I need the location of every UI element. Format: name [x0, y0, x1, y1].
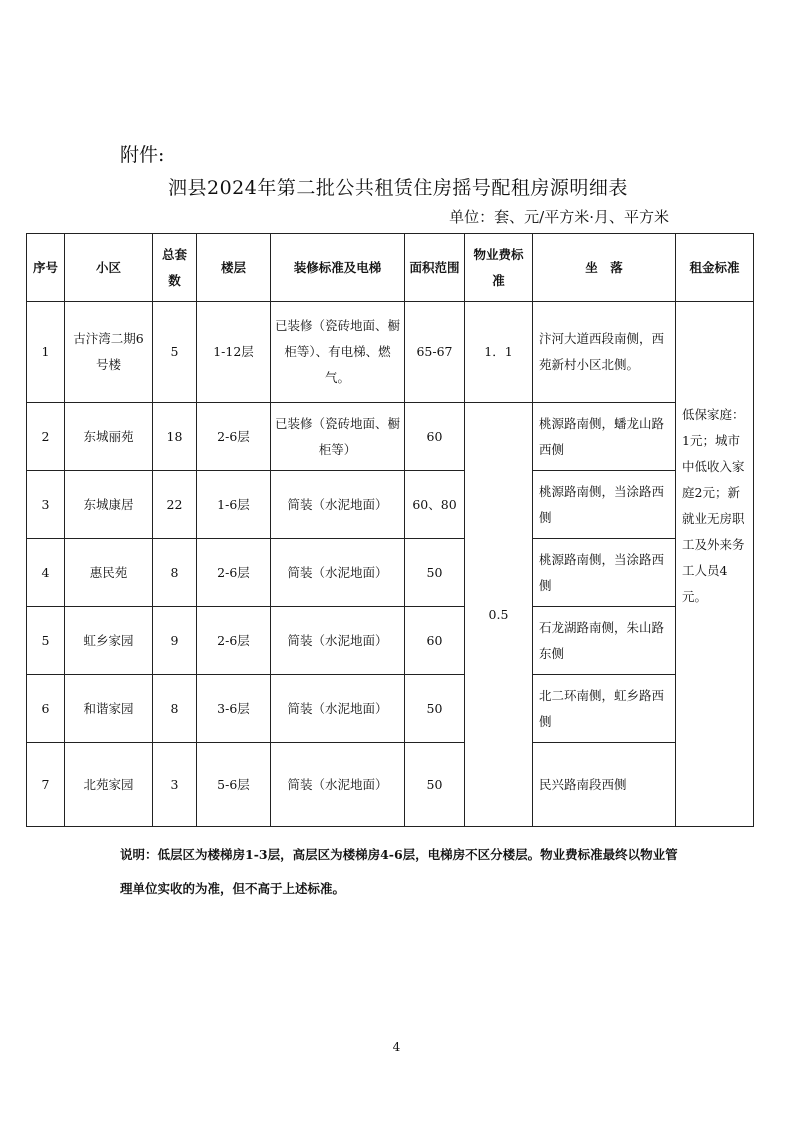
- cell-community: 北苑家园: [65, 743, 153, 827]
- cell-property-fee: 1．1: [465, 302, 533, 403]
- cell-community: 虹乡家园: [65, 607, 153, 675]
- document-title: 泗县2024年第二批公共租赁住房摇号配租房源明细表: [168, 177, 628, 199]
- cell-floors: 1-6层: [197, 471, 271, 539]
- cell-location: 石龙湖路南侧，朱山路东侧: [533, 607, 676, 675]
- cell-community: 东城康居: [65, 471, 153, 539]
- cell-seq: 1: [27, 302, 65, 403]
- cell-property-fee-merged: 0.5: [465, 403, 533, 827]
- cell-decoration: 简装（水泥地面）: [271, 675, 405, 743]
- header-seq: 序号: [27, 234, 65, 302]
- cell-units: 18: [153, 403, 197, 471]
- cell-area: 65-67: [405, 302, 465, 403]
- housing-table: [26, 233, 754, 827]
- cell-location: 桃源路南侧，当涂路西侧: [533, 471, 676, 539]
- cell-units: 22: [153, 471, 197, 539]
- table-note: 说明：低层区为楼梯房1-3层，高层区为楼梯房4-6层，电梯房不区分楼层。物业费标准最终以物业管理单位实收的为准，但不高于上述标准。: [120, 847, 678, 896]
- cell-seq: 4: [27, 539, 65, 607]
- header-row: [27, 234, 754, 302]
- cell-location: 桃源路南侧，当涂路西侧: [533, 539, 676, 607]
- header-community: 小区: [65, 234, 153, 302]
- cell-community: 东城丽苑: [65, 403, 153, 471]
- table-row: [27, 403, 754, 471]
- table-row: [27, 471, 754, 539]
- cell-area: 60: [405, 607, 465, 675]
- table-row: [27, 743, 754, 827]
- cell-location: 桃源路南侧，蟠龙山路西侧: [533, 403, 676, 471]
- cell-floors: 5-6层: [197, 743, 271, 827]
- cell-seq: 7: [27, 743, 65, 827]
- cell-community: 古汴湾二期6号楼: [65, 302, 153, 403]
- cell-seq: 5: [27, 607, 65, 675]
- cell-units: 3: [153, 743, 197, 827]
- cell-community: 惠民苑: [65, 539, 153, 607]
- unit-label: 单位：套、元/平方米·月、平方米: [449, 208, 669, 226]
- cell-area: 50: [405, 675, 465, 743]
- header-total-units: 总套数: [153, 234, 197, 302]
- cell-rent-standard: 低保家庭：1元；城市中低收入家庭2元；新就业无房职工及外来务工人员4元。: [676, 302, 754, 827]
- cell-location: 汴河大道西段南侧，西苑新村小区北侧。: [533, 302, 676, 403]
- cell-community: 和谐家园: [65, 675, 153, 743]
- table-row: [27, 539, 754, 607]
- cell-seq: 2: [27, 403, 65, 471]
- cell-decoration: 已装修（瓷砖地面、橱柜等）、有电梯、燃气。: [271, 302, 405, 403]
- cell-units: 5: [153, 302, 197, 403]
- table-row: [27, 302, 754, 403]
- cell-location: 民兴路南段西侧: [533, 743, 676, 827]
- cell-units: 8: [153, 539, 197, 607]
- cell-seq: 3: [27, 471, 65, 539]
- header-decoration: 装修标准及电梯: [271, 234, 405, 302]
- cell-units: 8: [153, 675, 197, 743]
- cell-units: 9: [153, 607, 197, 675]
- cell-decoration: 简装（水泥地面）: [271, 471, 405, 539]
- header-floors: 楼层: [197, 234, 271, 302]
- cell-seq: 6: [27, 675, 65, 743]
- table-row: [27, 675, 754, 743]
- page-number: 4: [392, 1040, 401, 1054]
- cell-decoration: 已装修（瓷砖地面、橱柜等）: [271, 403, 405, 471]
- cell-floors: 3-6层: [197, 675, 271, 743]
- cell-decoration: 简装（水泥地面）: [271, 743, 405, 827]
- cell-area: 60、80: [405, 471, 465, 539]
- cell-decoration: 简装（水泥地面）: [271, 607, 405, 675]
- header-location: 坐 落: [533, 234, 676, 302]
- header-property-fee: 物业费标准: [465, 234, 533, 302]
- header-rent-standard: 租金标准: [676, 234, 754, 302]
- cell-floors: 2-6层: [197, 403, 271, 471]
- cell-area: 50: [405, 539, 465, 607]
- header-area-range: 面积范围: [405, 234, 465, 302]
- cell-floors: 2-6层: [197, 607, 271, 675]
- cell-decoration: 简装（水泥地面）: [271, 539, 405, 607]
- cell-location: 北二环南侧，虹乡路西侧: [533, 675, 676, 743]
- cell-floors: 1-12层: [197, 302, 271, 403]
- attachment-label: 附件:: [120, 144, 165, 166]
- cell-area: 50: [405, 743, 465, 827]
- table-row: [27, 607, 754, 675]
- cell-area: 60: [405, 403, 465, 471]
- cell-floors: 2-6层: [197, 539, 271, 607]
